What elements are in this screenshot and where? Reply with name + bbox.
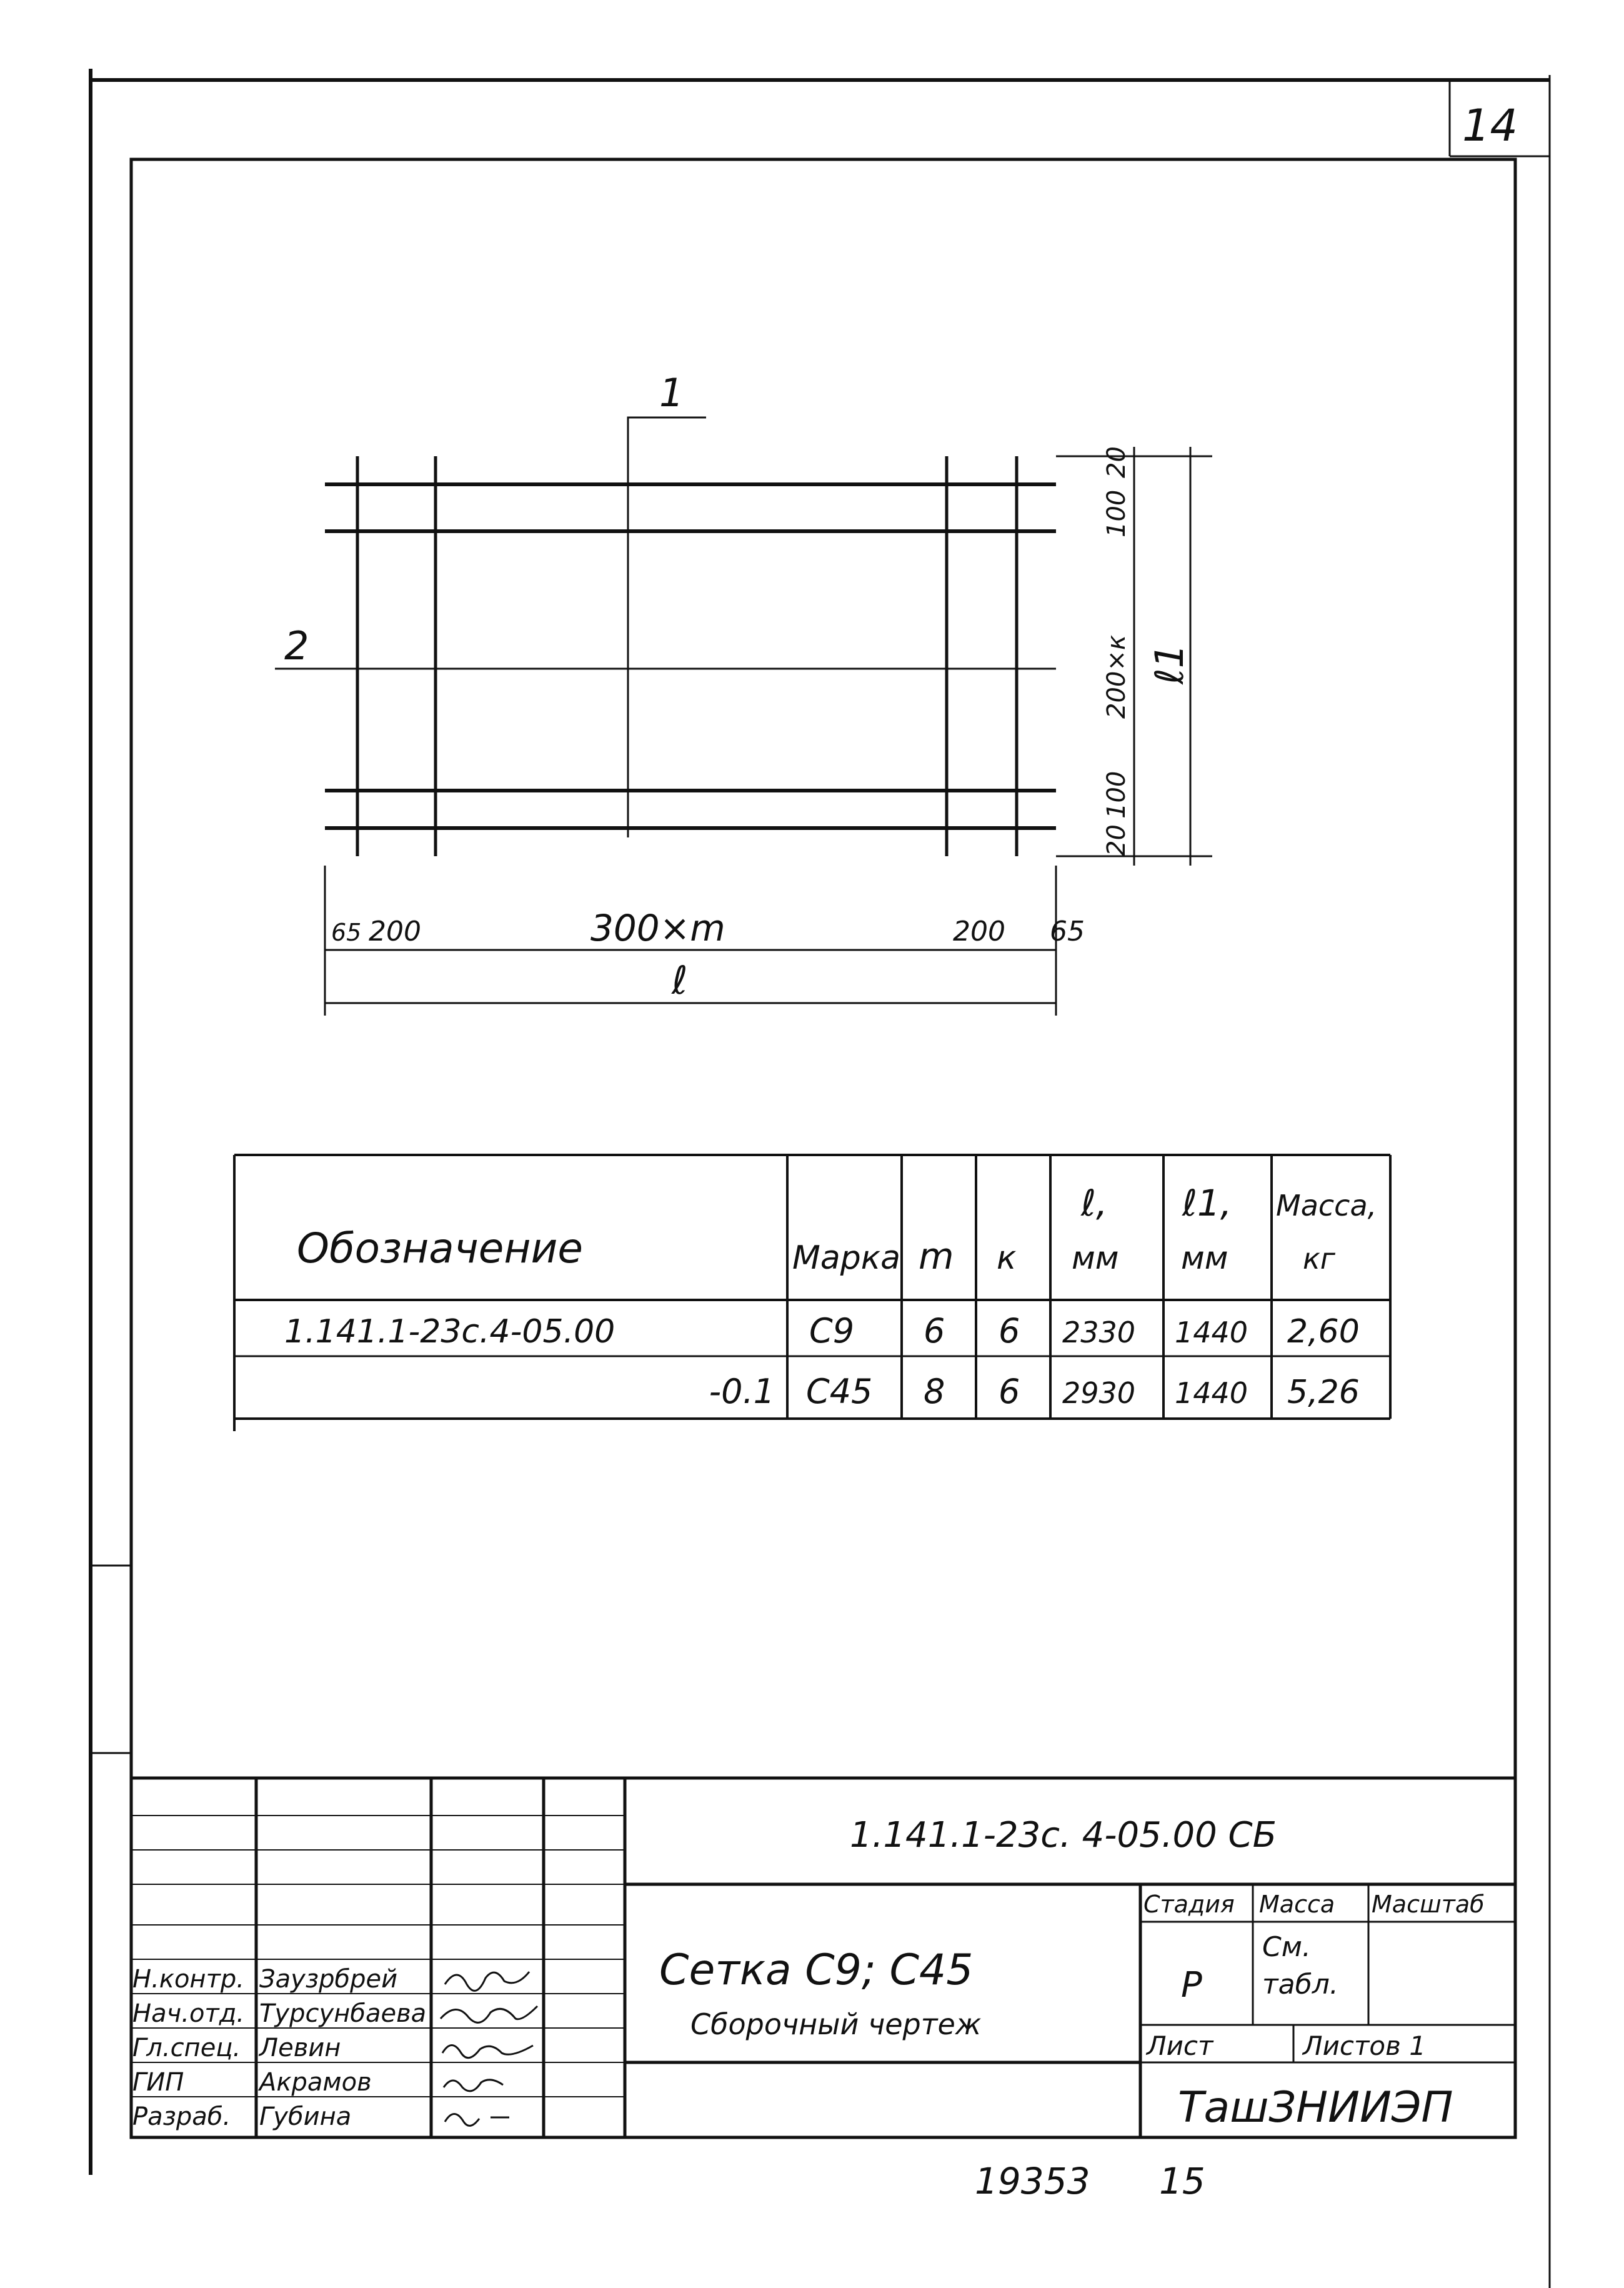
role-razrab: Разраб. — [132, 2102, 231, 2131]
signature-4 — [444, 2080, 503, 2091]
stage-value: Р — [1181, 1965, 1202, 2006]
name-razrab: Губина — [259, 2102, 352, 2131]
mass-value-2: табл. — [1262, 1969, 1338, 2001]
footer-number: 19353 — [975, 2160, 1090, 2202]
row-2-l1: 1440 — [1175, 1376, 1248, 1410]
dim-bottom-200-left: 200 — [369, 916, 421, 947]
row-1-k: 6 — [999, 1311, 1020, 1351]
footer-sheet: 15 — [1159, 2160, 1205, 2202]
stage-label: Стадия — [1143, 1891, 1235, 1918]
row-2-k: 6 — [999, 1372, 1020, 1411]
row-1-l: 2330 — [1062, 1316, 1136, 1349]
signatures — [441, 1972, 537, 2126]
name-gl-spec: Левин — [259, 2034, 341, 2062]
header-l1: ℓ1, — [1182, 1182, 1232, 1224]
dim-bottom-65-left: 65 — [331, 919, 362, 946]
name-gip: Акрамов — [259, 2068, 372, 2097]
header-l1-unit: мм — [1181, 1240, 1228, 1276]
row-1-l1: 1440 — [1175, 1316, 1248, 1349]
dim-right-100-top: 100 — [1102, 489, 1131, 537]
header-designation: Обозначение — [297, 1224, 583, 1272]
organization: ТашЗНИИЭП — [1178, 2083, 1453, 2132]
name-n-kontr: Заузрбрей — [259, 1965, 398, 1994]
signature-1 — [445, 1972, 529, 1991]
table-row — [709, 1372, 1360, 1411]
header-mark: Марка — [792, 1239, 901, 1277]
row-2-l: 2930 — [1062, 1376, 1136, 1410]
sheets-label: Листов 1 — [1303, 2031, 1426, 2061]
signature-5 — [445, 2114, 509, 2126]
table-row — [284, 1311, 1360, 1351]
dim-right-20-bottom: 20 — [1102, 824, 1131, 856]
header-k: к — [997, 1239, 1017, 1277]
callout-1-leader — [628, 417, 706, 420]
row-2-m: 8 — [924, 1372, 945, 1411]
header-mass: Масса, — [1276, 1189, 1377, 1222]
header-m: m — [919, 1235, 954, 1277]
mass-label: Масса — [1259, 1891, 1335, 1918]
mesh-drawing — [275, 417, 1056, 856]
role-nach-otd: Нач.отд. — [132, 1999, 245, 2028]
scale-label: Масштаб — [1372, 1891, 1485, 1918]
dim-right-100-bottom: 100 — [1102, 771, 1131, 819]
dim-l1: ℓ1 — [1147, 643, 1192, 684]
row-2-mark: С45 — [806, 1372, 873, 1411]
drawing-subtitle: Сборочный чертеж — [690, 2007, 982, 2041]
name-nach-otd: Турсунбаева — [259, 1999, 427, 2028]
sheet-label: Лист — [1147, 2031, 1213, 2061]
header-mass-unit: кг — [1303, 1242, 1335, 1276]
callout-2: 2 — [284, 623, 309, 669]
role-n-kontr: Н.контр. — [132, 1965, 244, 1994]
header-l: ℓ, — [1081, 1182, 1108, 1224]
role-gl-spec: Гл.спец. — [132, 2034, 241, 2062]
dim-bottom-65-right: 65 — [1050, 916, 1085, 947]
dim-bottom-300m: 300×m — [590, 907, 725, 949]
drawing-frame — [131, 159, 1515, 2137]
drawing-title: Сетка С9; С45 — [659, 1946, 974, 1995]
row-2-mass: 5,26 — [1287, 1374, 1360, 1411]
mass-value-1: См. — [1262, 1931, 1311, 1963]
page-number: 14 — [1462, 100, 1518, 151]
dim-bottom-200-right: 200 — [953, 916, 1005, 947]
row-1-m: 6 — [924, 1311, 945, 1351]
row-1-mass: 2,60 — [1287, 1313, 1360, 1351]
doc-code: 1.141.1-23с. 4-05.00 СБ — [850, 1815, 1277, 1856]
signature-2 — [441, 2006, 537, 2022]
callout-1: 1 — [659, 370, 684, 416]
header-l-unit: мм — [1072, 1240, 1119, 1276]
dim-l: ℓ — [672, 957, 688, 1003]
dim-right-200k: 200×к — [1102, 634, 1131, 719]
row-1-designation: 1.141.1-23с.4-05.00 — [284, 1313, 615, 1351]
signature-3 — [442, 2046, 533, 2058]
dim-right-20-top: 20 — [1102, 446, 1131, 478]
row-2-designation: -0.1 — [709, 1372, 775, 1411]
row-1-mark: С9 — [809, 1311, 855, 1351]
role-gip: ГИП — [132, 2068, 184, 2097]
